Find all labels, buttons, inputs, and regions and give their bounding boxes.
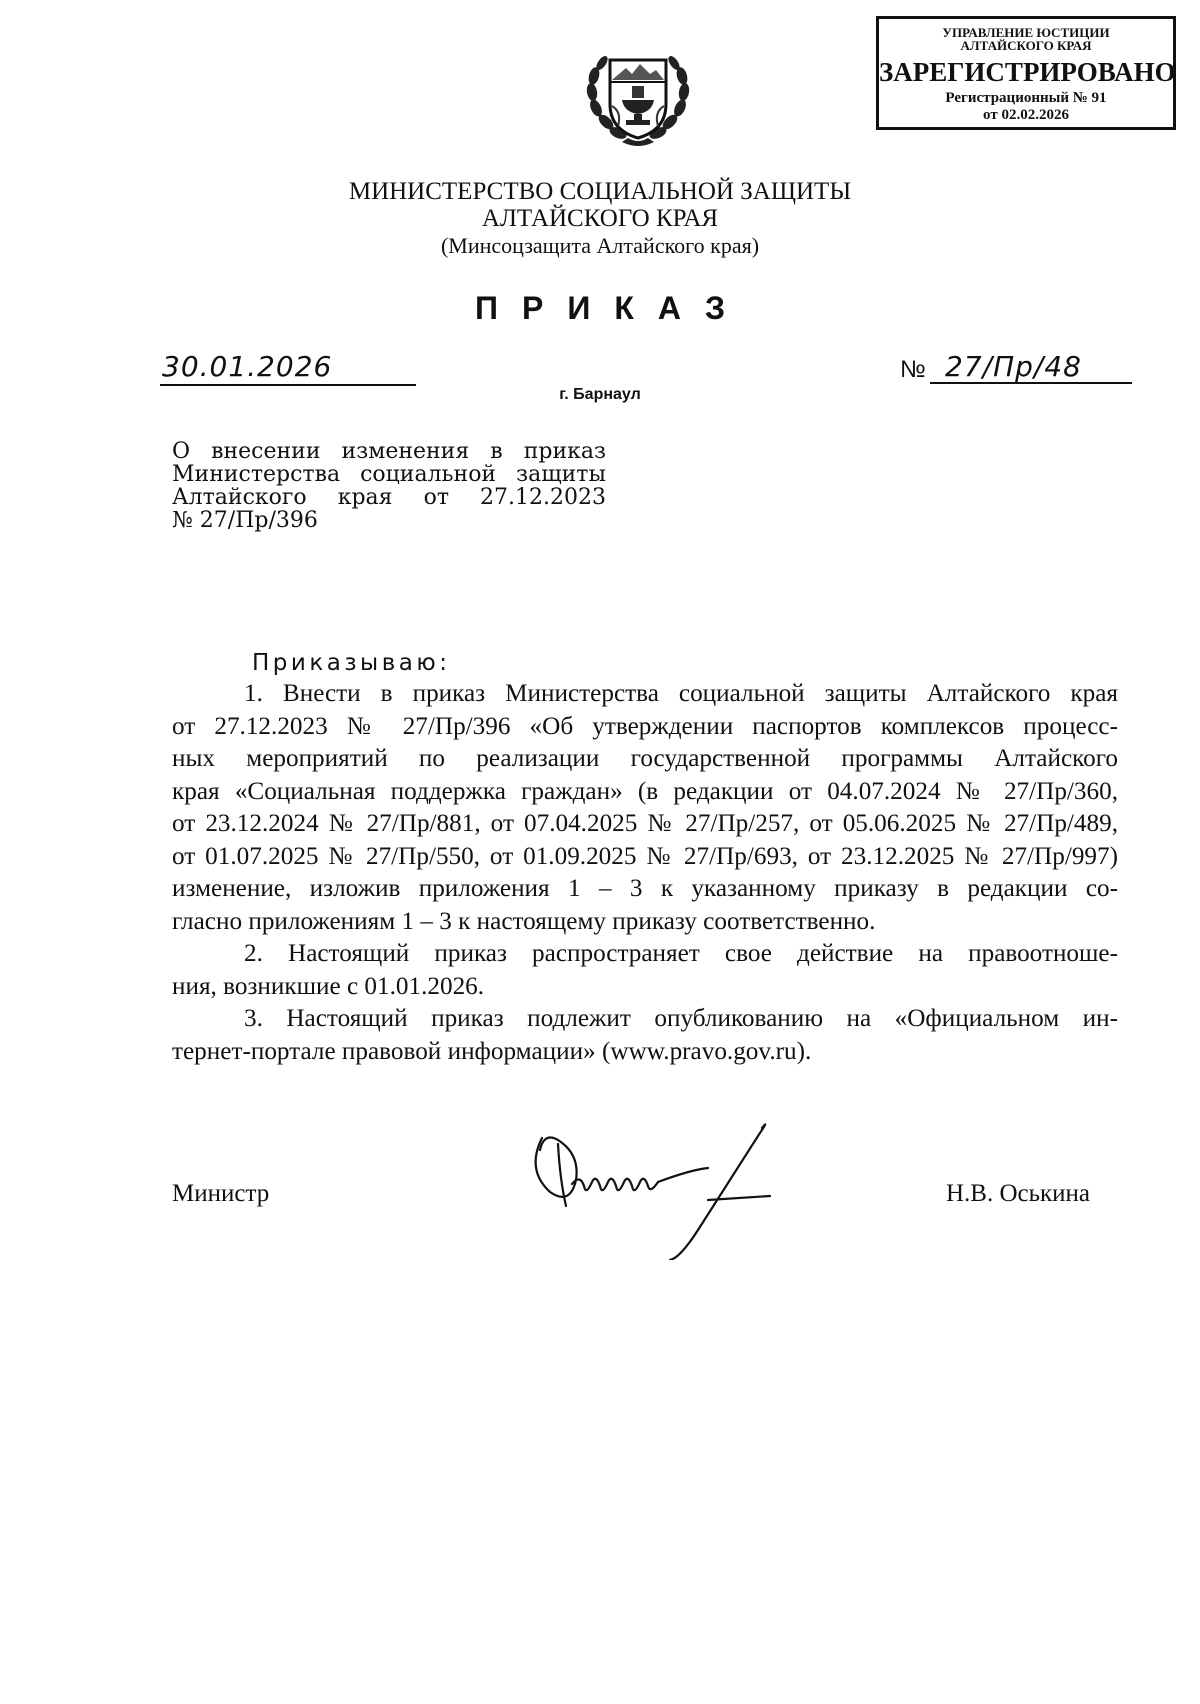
body-line: изменение, изложив приложения 1 – 3 к указанному приказу в редакции со- xyxy=(172,875,1118,902)
body-line: от 01.07.2025 № 27/Пр/550, от 01.09.2025 № 27/Пр/693, от 23.12.2025 № 27/Пр/997) xyxy=(172,842,1118,870)
ministry-name-line1: МИНИСТЕРСТВО СОЦИАЛЬНОЙ ЗАЩИТЫ xyxy=(348,178,852,205)
subject-line: № 27/Пр/396 xyxy=(172,508,318,533)
stamp-status: ЗАРЕГИСТРИРОВАНО xyxy=(879,57,1176,87)
document-date: 30.01.2026 xyxy=(162,350,333,383)
subject-line: Алтайского края от 27.12.2023 xyxy=(172,485,606,510)
stamp-reg-number: Регистрационный № 91 xyxy=(945,90,1107,106)
signer-position: Министр xyxy=(172,1180,270,1207)
body-line: края «Социальная поддержка граждан» (в редакции от 04.07.2024 № 27/Пр/360, xyxy=(172,777,1118,805)
registration-stamp xyxy=(876,16,1176,130)
document-title: ПРИКАЗ xyxy=(474,290,750,326)
document-subject xyxy=(172,440,606,532)
document-city: г. Барнаул xyxy=(559,386,641,403)
body-line: ния, возникшие с 01.01.2026. xyxy=(172,972,485,1000)
number-sign: № xyxy=(900,356,926,383)
body-line: от 27.12.2023 № 27/Пр/396 «Об утверждении паспортов комплексов процесс- xyxy=(172,712,1118,740)
coat-of-arms-emblem xyxy=(582,46,694,158)
stamp-organization: УПРАВЛЕНИЕ ЮСТИЦИИ АЛТАЙСКОГО КРАЯ xyxy=(942,25,1110,53)
body-line: ных мероприятий по реализации государственной программы Алтайского xyxy=(172,745,1118,772)
body-line: от 23.12.2024 № 27/Пр/881, от 07.04.2025 № 27/Пр/257, от 05.06.2025 № 27/Пр/489, xyxy=(172,810,1118,837)
ministry-header xyxy=(300,178,900,259)
subject-line: О внесении изменения в приказ xyxy=(172,439,606,464)
signer-name: Н.В. Оськина xyxy=(946,1180,1091,1207)
subject-line: Министерства социальной защиты xyxy=(172,462,606,487)
ministry-name-line2: АЛТАЙСКОГО КРАЯ xyxy=(481,205,719,232)
body-line: гласно приложениям 1 – 3 к настоящему приказу соответственно. xyxy=(172,907,876,935)
document-number: 27/Пр/48 xyxy=(945,350,1082,383)
body-line: 2. Настоящий приказ распространяет свое действие на правоотноше- xyxy=(244,940,1118,967)
handwritten-signature xyxy=(530,1110,840,1260)
ministry-short-name: (Минсоцзащита Алтайского края) xyxy=(440,233,760,258)
stamp-reg-date: от 02.02.2026 xyxy=(983,107,1069,123)
body-line: 3. Настоящий приказ подлежит опубликованию на «Официальном ин- xyxy=(244,1005,1118,1032)
order-body xyxy=(172,678,1118,1068)
body-line: тернет-портале правовой информации» (www.pravo.gov.ru). xyxy=(172,1037,812,1065)
order-word: Приказываю: xyxy=(252,650,451,676)
body-line: 1. Внести в приказ Министерства социальной защиты Алтайского края xyxy=(244,680,1118,707)
